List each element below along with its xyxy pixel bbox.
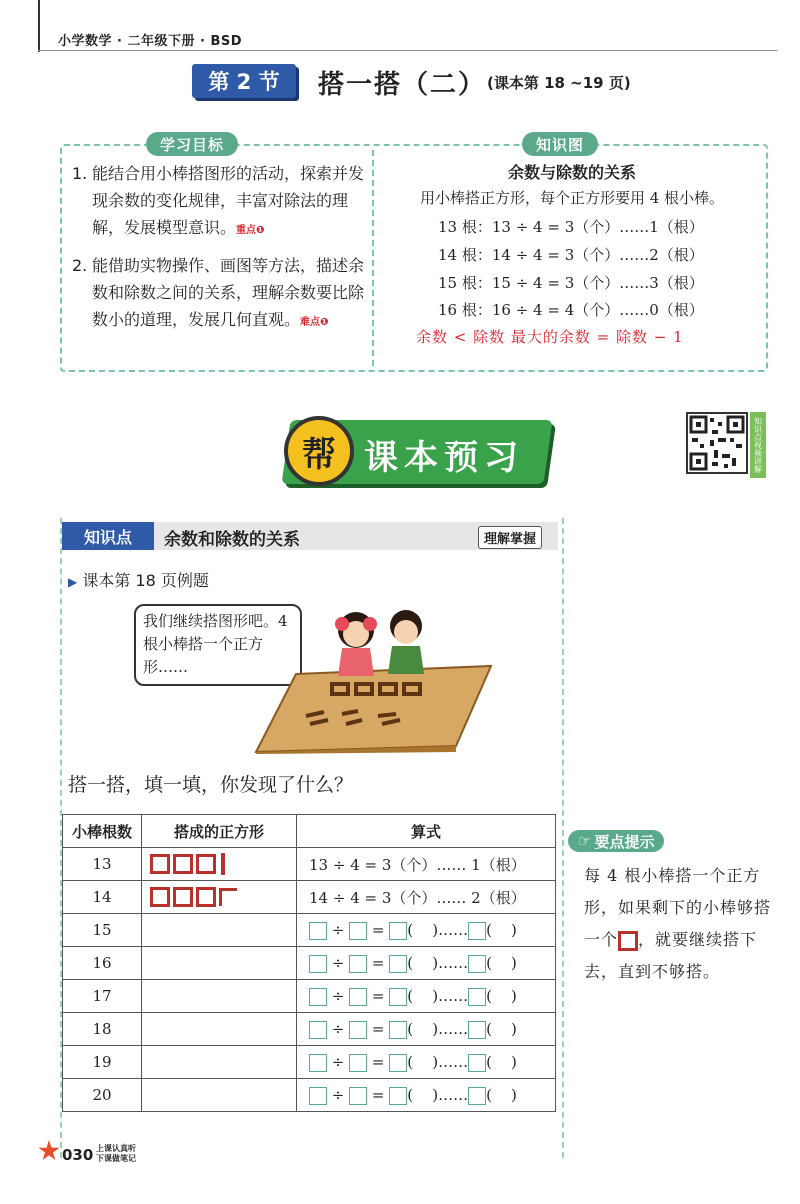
preview-banner-text: 课本预习 [364, 438, 524, 478]
tip-label [568, 830, 664, 852]
goals-label: 学习目标 [146, 132, 238, 156]
squares-drawing [142, 848, 297, 881]
table-row [63, 881, 556, 914]
tip-label-text: 要点提示 [594, 832, 655, 851]
table-row [63, 980, 556, 1013]
triangle-icon: ▶ [68, 575, 78, 589]
goal-item-2: 2. 能借助实物操作、画图等方法，描述余数和除数之间的关系，理解余数要比除数小的道理，发展几何直观。难点❶ [72, 252, 368, 336]
calc-line: 15 根：15 ÷ 4 = 3（个）……3（根） [438, 274, 704, 292]
squares-drawing-blank[interactable] [142, 1013, 297, 1046]
stick-count: 18 [63, 1013, 142, 1046]
formula: 14 ÷ 4 = 3（个）…… 2（根） [297, 881, 556, 914]
formula-blank[interactable]: ÷ = ( )…… ( ) [297, 980, 556, 1013]
children-with-sticks-illustration [246, 604, 506, 754]
stick-count: 13 [63, 848, 142, 881]
tip-text: 每 4 根小棒搭一个正方形，如果剩下的小棒够搭一个 ，就要继续搭下去，直到不够搭。 [584, 866, 772, 981]
goal-number: 2. [72, 256, 88, 275]
knowledge-point-badge: 知识点 [62, 522, 154, 550]
header-rule [38, 50, 778, 51]
col-header-squares: 搭成的正方形 [142, 815, 297, 848]
stick-count: 14 [63, 881, 142, 914]
formula-blank[interactable]: ÷ = ( )…… ( ) [297, 1079, 556, 1112]
qr-side-label: 知识点视频讲解 [750, 412, 766, 478]
lightbulb-icon: ☞ [578, 832, 592, 850]
calc-line: 13 根：13 ÷ 4 = 3（个）……1（根） [438, 218, 704, 236]
speech-bubble-text: 我们继续搭图形吧。4根小棒搭一个正方形…… [143, 612, 288, 676]
table-row [63, 947, 556, 980]
key-point-tag: 重点 [236, 225, 257, 236]
goal-text: 能借助实物操作、画图等方法，描述余数和除数之间的关系，理解余数要比除数小的道理，发展几何直观。 [92, 256, 365, 329]
goal-number: 1. [72, 164, 88, 183]
knowledge-map-heading: 余数与除数的关系 [507, 163, 636, 182]
qr-code-icon[interactable] [686, 412, 748, 474]
section-badge: 第 2 节 [192, 64, 296, 98]
help-circle-icon: 帮 [284, 416, 354, 486]
stick-count: 15 [63, 914, 142, 947]
formula-blank[interactable]: ÷ = ( )…… ( ) [297, 914, 556, 947]
knowledge-map-label: 知识图 [522, 132, 598, 156]
formula-blank[interactable]: ÷ = ( )…… ( ) [297, 1046, 556, 1079]
star-icon [38, 1140, 60, 1162]
col-header-sticks: 小棒根数 [63, 815, 142, 848]
table-row [63, 1013, 556, 1046]
knowledge-point-title: 余数和除数的关系 [164, 530, 300, 550]
squares-drawing-blank[interactable] [142, 1046, 297, 1079]
knowledge-map-intro: 用小棒搭正方形，每个正方形要用 4 根小棒。 [419, 189, 725, 207]
header-rule-vertical [38, 0, 40, 52]
table-header-row [63, 815, 556, 848]
squares-drawing-blank[interactable] [142, 980, 297, 1013]
calc-line: 14 根：14 ÷ 4 = 3（个）……2（根） [438, 246, 704, 264]
book-title: 小学数学 · 二年级下册 · BSD [58, 34, 243, 49]
stick-count: 20 [63, 1079, 142, 1112]
remainder-rule: 余数 < 除数 最大的余数 = 除数 − 1 [416, 328, 684, 346]
stick-count: 17 [63, 980, 142, 1013]
goals-divider [372, 150, 374, 366]
table-row [63, 848, 556, 881]
squares-drawing [142, 881, 297, 914]
example-reference [68, 568, 209, 591]
section-title: 搭一搭（二） [318, 70, 487, 100]
example-reference-text: 课本第 18 页例题 [82, 571, 209, 590]
section-page-ref: (课本第 18 ~19 页) [487, 74, 631, 92]
formula-blank[interactable]: ÷ = ( )…… ( ) [297, 1013, 556, 1046]
page-number: 030 [62, 1146, 94, 1164]
activity-instruction: 搭一搭，填一填，你发现了什么？ [68, 774, 354, 796]
stick-count: 16 [63, 947, 142, 980]
squares-drawing-blank[interactable] [142, 1079, 297, 1112]
table-row [63, 1079, 556, 1112]
square-icon [618, 931, 638, 951]
formula: 13 ÷ 4 = 3（个）…… 1（根） [297, 848, 556, 881]
calc-line: 16 根：16 ÷ 4 = 4（个）……0（根） [438, 301, 704, 319]
col-header-formula: 算式 [297, 815, 556, 848]
mastery-level-tag: 理解掌握 [478, 526, 542, 549]
difficult-point-tag: 难点 [300, 317, 321, 328]
goal-text: 能结合用小棒搭图形的活动，探索并发现余数的变化规律，丰富对除法的理解，发展模型意识。 [92, 164, 365, 237]
table-row [63, 1046, 556, 1079]
footer-slogan: 上课认真听 下课做笔记 [96, 1144, 136, 1163]
formula-blank[interactable]: ÷ = ( )…… ( ) [297, 947, 556, 980]
sticks-table [62, 814, 556, 1112]
goal-item-1: 1. 能结合用小棒搭图形的活动，探索并发现余数的变化规律，丰富对除法的理解，发展模型意识。重点❶ [72, 160, 368, 244]
squares-drawing-blank[interactable] [142, 947, 297, 980]
squares-drawing-blank[interactable] [142, 914, 297, 947]
table-row [63, 914, 556, 947]
stick-count: 19 [63, 1046, 142, 1079]
